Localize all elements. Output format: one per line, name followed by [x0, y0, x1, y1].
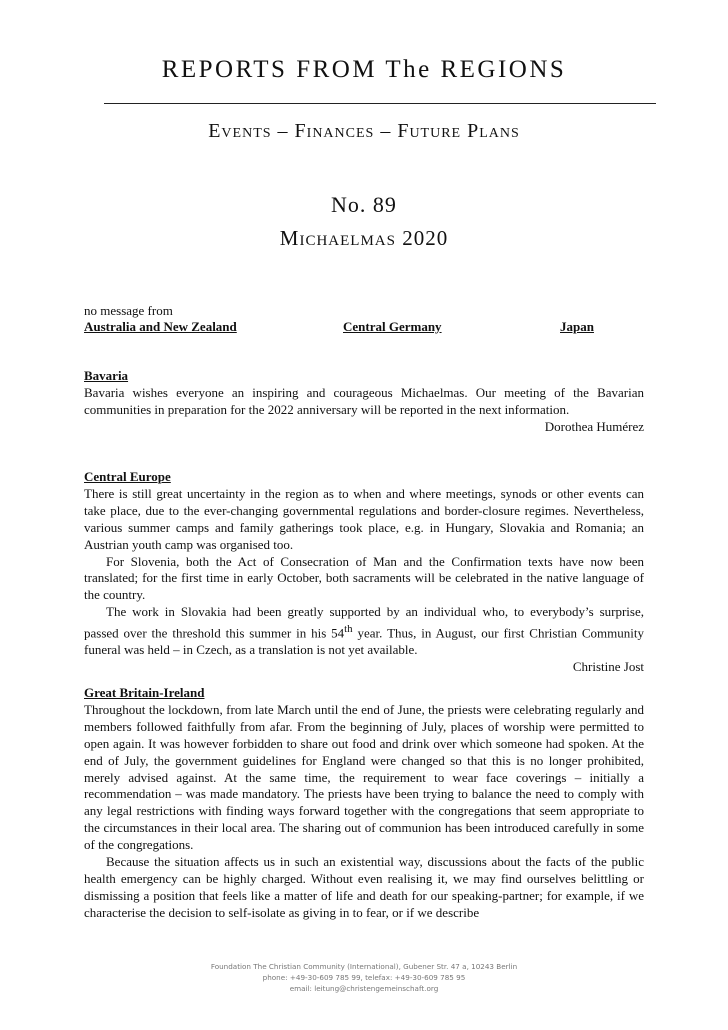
signature: Dorothea Humérez — [544, 418, 644, 434]
signature: Christine Jost — [572, 659, 644, 675]
footer-email: email: leitung@christengemeinschaft.org — [289, 984, 439, 993]
page-subtitle: Events – Finances – Future Plans — [208, 120, 520, 142]
paragraph: There is still great uncertainty in the region as to when and where meetings, synods or other events can take place, due to the ever-changing governmental regulations and border-closure regimes. Nevertheless, various summer camps and family gatherings took place, e.g. in Hungary, Slovakia and Romania; an Austrian youth camp was organised too. — [84, 485, 644, 552]
no-message-region: Australia and New Zealand — [84, 319, 237, 334]
section-heading: Great Britain-Ireland — [84, 685, 205, 700]
footer — [0, 961, 728, 994]
footer-phone: phone: +49-30-609 785 99, telefax: +49-30-609 785 95 — [262, 973, 466, 982]
no-message-region: Central Germany — [343, 319, 442, 334]
section-heading: Bavaria — [84, 368, 129, 383]
section-heading: Central Europe — [84, 469, 171, 484]
no-message-label: no message from — [84, 303, 173, 318]
issue-number: No. 89 — [331, 192, 397, 217]
paragraph: Because the situation affects us in such an existential way, discussions about the facts of the public health emergency can be highly charged. Without even realising it, we may find ourselves belittling or dismissing a position that feels like a matter of life and death for our speaking-partner; for example, if we characterise the decision to self-isolate as giving in to fear, or if we describe — [84, 854, 644, 920]
no-message-region: Japan — [560, 319, 594, 334]
section-bavaria — [84, 368, 644, 436]
paragraph: Bavaria wishes everyone an inspiring and courageous Michaelmas. Our meeting of the Bavarian communities in preparation for the 2022 anniversary will be reported in the next information. — [84, 384, 644, 417]
paragraph: Throughout the lockdown, from late March until the end of June, the priests were celebrating regularly and members followed faithfully from afar. From the beginning of July, places of worship were permitted to open again. It was however forbidden to share out food and drink over which someone had spoken. At the end of July, the government guidelines for England were changed so that this is no longer prohibited, merely advised against. At the same time, the requirement to wear face coverings – initially a recommendation – was made mandatory. The priests have been trying to balance the need to comply with any legal restrictions with finding ways forward together with the congregations that seem appropriate to the circumstances in their local area. The sharing out of communion has been introduced carefully in some of the congregations. — [84, 701, 644, 853]
title-divider — [104, 103, 656, 104]
page-title: REPORTS FROM The REGIONS — [161, 56, 567, 83]
ordinal-suffix: th — [344, 623, 353, 636]
paragraph-text: The work in Slovakia had been greatly supported by an individual who, to everybody’s surprise, passed over the threshold this summer in his 54 — [84, 604, 644, 641]
section-great-britain-ireland — [84, 685, 644, 922]
issue-season: Michaelmas 2020 — [279, 226, 449, 250]
footer-address: Foundation The Christian Community (International), Gubener Str. 47 a, 10243 Berlin — [210, 962, 518, 971]
paragraph: For Slovenia, both the Act of Consecration of Man and the Confirmation texts have now been translated; for the first time in early October, both sacraments will be celebrated in the native language of the country. — [84, 553, 644, 603]
section-central-europe — [84, 469, 644, 676]
paragraph — [84, 604, 644, 659]
paragraph-text: year. Thus, in August, our first Christian Community funeral was held – in Czech, as a translation is not yet available. — [84, 625, 644, 658]
